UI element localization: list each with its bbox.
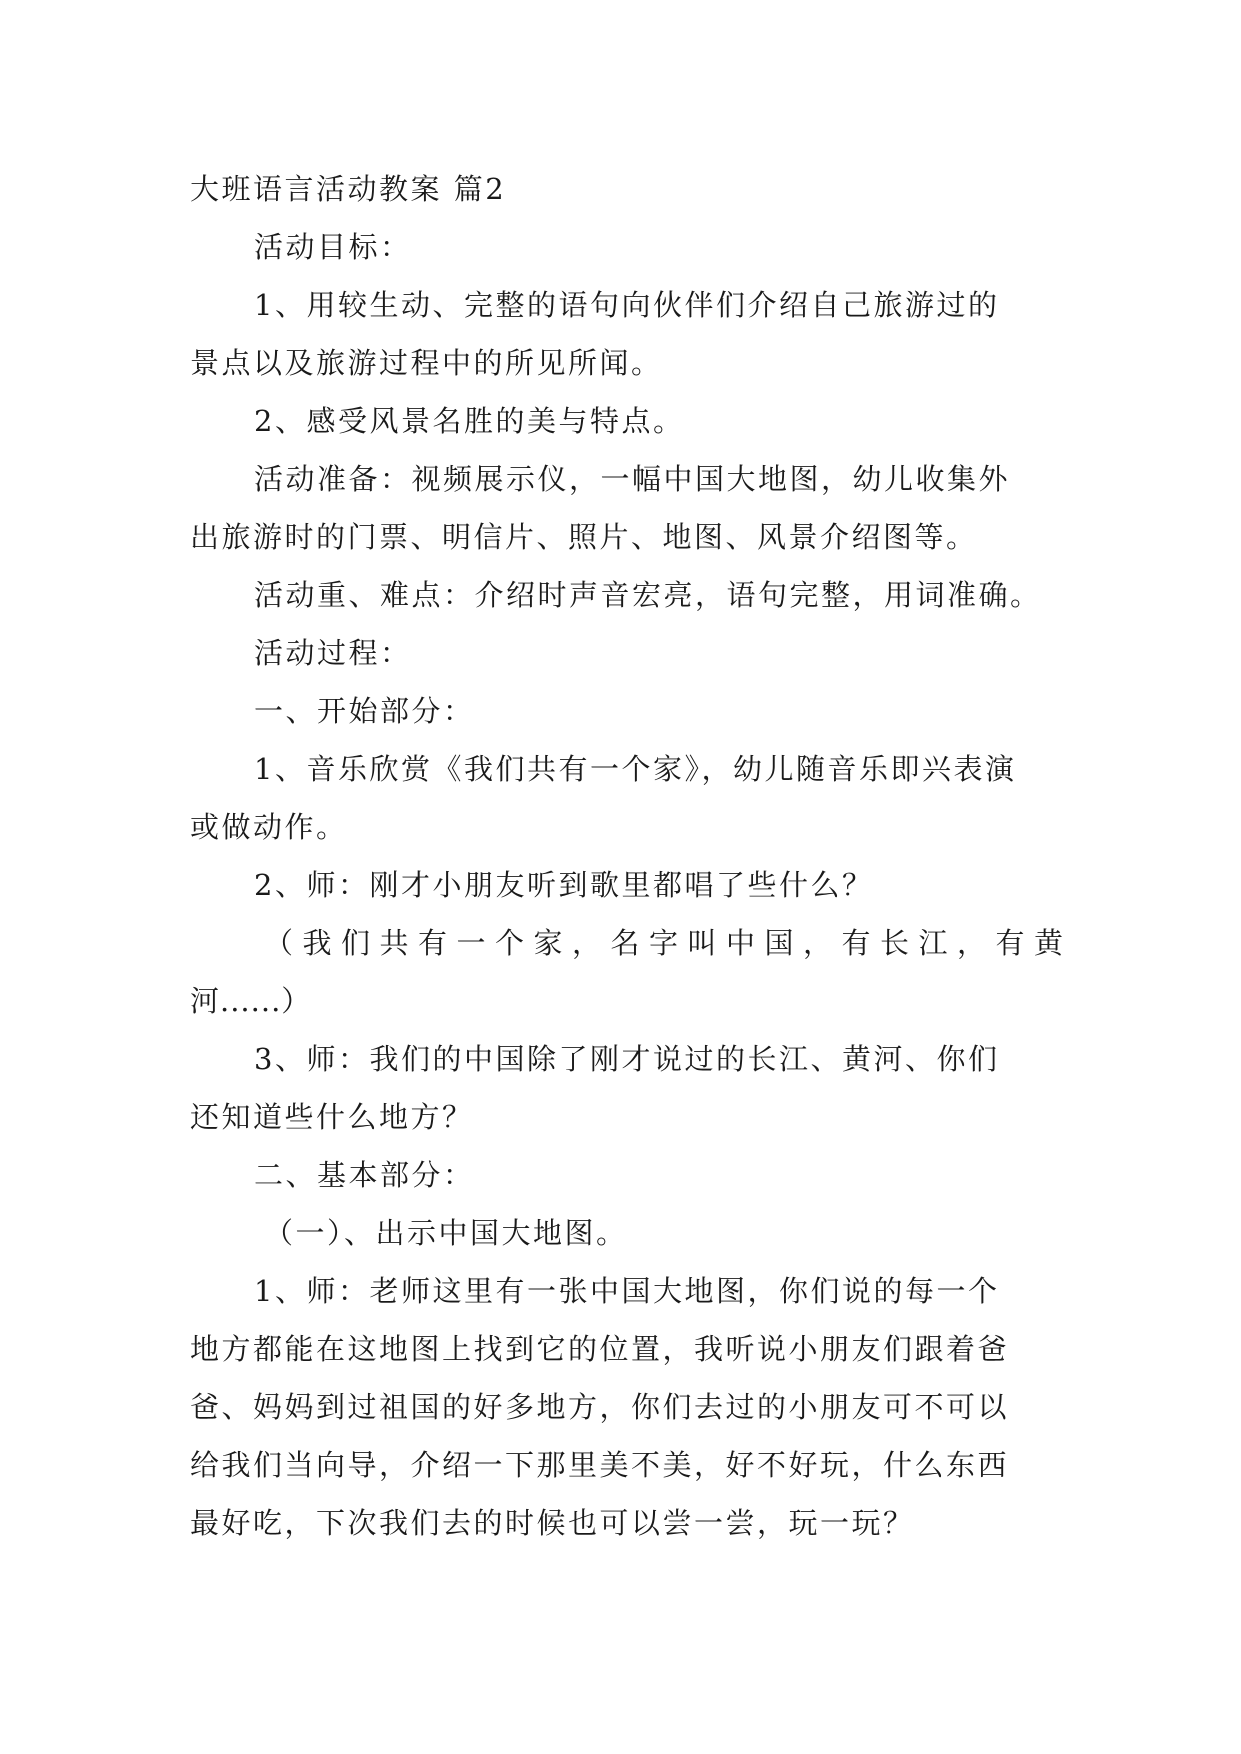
paragraph-line: （我们共有一个家，名字叫中国，有长江，有黄	[264, 926, 1073, 960]
subsection-heading: （一）、出示中国大地图。	[264, 1216, 628, 1250]
paragraph-line: 2、感受风景名胜的美与特点。	[254, 404, 685, 438]
section-heading-start: 一、开始部分：	[254, 694, 475, 728]
paragraph-line: 最好吃，下次我们去的时候也可以尝一尝，玩一玩？	[190, 1506, 915, 1540]
paragraph-line: 或做动作。	[190, 810, 348, 844]
paragraph-line: 给我们当向导，介绍一下那里美不美，好不好玩，什么东西	[190, 1448, 1010, 1482]
paragraph-line: 3、师：我们的中国除了刚才说过的长江、黄河、你们	[254, 1042, 1000, 1076]
paragraph-line: 1、音乐欣赏《我们共有一个家》，幼儿随音乐即兴表演	[254, 752, 1017, 786]
section-heading-objectives: 活动目标：	[254, 230, 412, 264]
paragraph-line: 还知道些什么地方？	[190, 1100, 474, 1134]
document-title: 大班语言活动教案 篇2	[190, 172, 507, 206]
document-body	[190, 160, 1073, 1552]
paragraph-line: 景点以及旅游过程中的所见所闻。	[190, 346, 663, 380]
section-heading-process: 活动过程：	[254, 636, 412, 670]
paragraph-line: 1、用较生动、完整的语句向伙伴们介绍自己旅游过的	[254, 288, 1000, 322]
paragraph-line: 2、师：刚才小朋友听到歌里都唱了些什么？	[254, 868, 874, 902]
paragraph-line: 河......）	[190, 984, 312, 1018]
paragraph-line: 地方都能在这地图上找到它的位置，我听说小朋友们跟着爸	[190, 1332, 1010, 1366]
paragraph-line: 活动重、难点：介绍时声音宏亮，语句完整，用词准确。	[254, 578, 1042, 612]
paragraph-line: 爸、妈妈到过祖国的好多地方，你们去过的小朋友可不可以	[190, 1390, 1010, 1424]
paragraph-line: 活动准备：视频展示仪，一幅中国大地图，幼儿收集外	[254, 462, 1011, 496]
paragraph-line: 出旅游时的门票、明信片、照片、地图、风景介绍图等。	[190, 520, 978, 554]
paragraph-line: 1、师：老师这里有一张中国大地图，你们说的每一个	[254, 1274, 1000, 1308]
section-heading-basic: 二、基本部分：	[254, 1158, 475, 1192]
